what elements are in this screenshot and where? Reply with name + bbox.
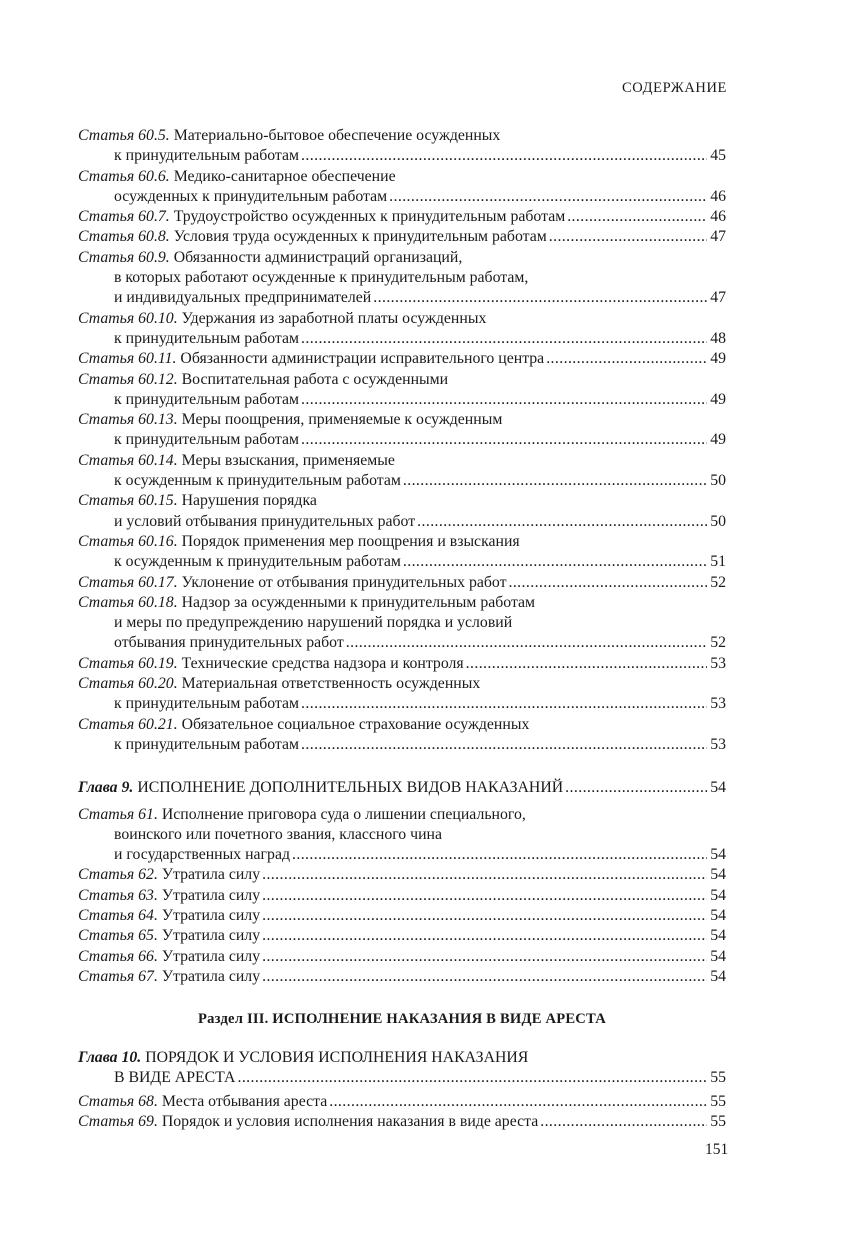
toc-entry-title: Места отбывания ареста bbox=[161, 1092, 328, 1110]
toc-entry-title: воинского или почетного звания, классного чина bbox=[114, 825, 443, 843]
toc-entry-line bbox=[78, 167, 726, 187]
toc-dot-leader bbox=[346, 633, 707, 653]
toc-entry-line bbox=[78, 674, 726, 694]
toc-entry-line bbox=[78, 573, 726, 593]
toc-entry-title: Воспитательная работа с осужденными bbox=[181, 370, 449, 388]
toc-dot-leader bbox=[389, 187, 707, 207]
toc-entry-line bbox=[78, 613, 726, 633]
toc-entry-line bbox=[78, 926, 726, 946]
toc-entry-label: Статья 60.11. bbox=[78, 350, 177, 368]
toc-group-chapter10-articles bbox=[78, 1092, 726, 1133]
toc-group-chapter9-articles bbox=[78, 805, 726, 988]
toc-entry-line bbox=[78, 187, 726, 207]
toc-entry-line bbox=[78, 309, 726, 329]
toc-chapter-entry[interactable] bbox=[78, 778, 726, 798]
toc-entry-title: Утратила силу bbox=[161, 886, 261, 904]
toc-entry-line bbox=[78, 512, 726, 532]
toc-entry-label: Статья 66. bbox=[78, 947, 158, 965]
toc-entry-line bbox=[78, 845, 726, 865]
toc-entry-label: Статья 60.7. bbox=[78, 208, 170, 226]
toc-entry-title: и индивидуальных предпринимателей bbox=[114, 289, 372, 307]
toc-entry-page: 49 bbox=[710, 390, 726, 408]
toc-entry-label: Статья 69. bbox=[78, 1113, 158, 1131]
toc-entry[interactable] bbox=[78, 309, 726, 350]
toc-entry[interactable] bbox=[78, 207, 726, 227]
toc-dot-leader bbox=[262, 906, 707, 926]
toc-entry-page: 54 bbox=[710, 947, 726, 965]
toc-entry-page: 45 bbox=[710, 147, 726, 165]
toc-entry-line bbox=[78, 1092, 726, 1112]
toc-entry-label: Статья 60.8. bbox=[78, 228, 170, 246]
toc-entry-label: Статья 64. bbox=[78, 906, 158, 924]
toc-dot-leader bbox=[565, 778, 707, 798]
toc-entry-title: Нарушения порядка bbox=[181, 492, 317, 510]
toc-entry-title: к принудительным работам bbox=[114, 147, 300, 165]
toc-entry[interactable] bbox=[78, 886, 726, 906]
toc-entry-label: Статья 60.19. bbox=[78, 654, 178, 672]
toc-entry[interactable] bbox=[78, 370, 726, 411]
toc-entry[interactable] bbox=[78, 532, 726, 573]
toc-entry-line bbox=[78, 778, 726, 798]
toc-entry-title: ПОРЯДОК И УСЛОВИЯ ИСПОЛНЕНИЯ НАКАЗАНИЯ bbox=[145, 1049, 529, 1067]
toc-entry[interactable] bbox=[78, 947, 726, 967]
toc-entry-label: Статья 68. bbox=[78, 1092, 158, 1110]
toc-entry-title: и условий отбывания принудительных работ bbox=[114, 512, 416, 530]
toc-entry-label: Статья 60.13. bbox=[78, 411, 178, 429]
toc-entry-line bbox=[78, 207, 726, 227]
toc-entry-title: Порядок применения мер поощрения и взыскания bbox=[181, 532, 520, 550]
toc-entry[interactable] bbox=[78, 865, 726, 885]
toc-dot-leader bbox=[301, 146, 707, 166]
toc-dot-leader bbox=[262, 947, 707, 967]
toc-entry-line bbox=[78, 430, 726, 450]
toc-entry-page: 48 bbox=[710, 329, 726, 347]
toc-entry-page: 54 bbox=[710, 886, 726, 904]
toc-dot-leader bbox=[262, 865, 707, 885]
toc-entry-title: Меры взыскания, применяемые bbox=[181, 451, 395, 469]
toc-dot-leader bbox=[262, 967, 707, 987]
toc-entry-line bbox=[78, 947, 726, 967]
toc-entry-page: 46 bbox=[710, 187, 726, 205]
toc-entry[interactable] bbox=[78, 654, 726, 674]
toc-entry-line bbox=[78, 906, 726, 926]
toc-dot-leader bbox=[549, 227, 707, 247]
toc-entry-title: Исполнение приговора суда о лишении специального, bbox=[161, 805, 526, 823]
toc-entry-line bbox=[78, 471, 726, 491]
toc-entry-line bbox=[78, 146, 726, 166]
toc-dot-leader bbox=[373, 288, 707, 308]
toc-entry-line bbox=[78, 552, 726, 572]
toc-entry-title: Технические средства надзора и контроля bbox=[181, 654, 464, 672]
toc-section-3-heading: Раздел III. ИСПОЛНЕНИЕ НАКАЗАНИЯ В ВИДЕ АРЕСТА bbox=[198, 1011, 606, 1028]
toc-entry-line bbox=[78, 288, 726, 308]
toc-entry[interactable] bbox=[78, 410, 726, 451]
toc-dot-leader bbox=[417, 512, 707, 532]
toc-entry[interactable] bbox=[78, 126, 726, 167]
toc-chapter-entry[interactable] bbox=[78, 1048, 726, 1089]
toc-entry-page: 50 bbox=[710, 472, 726, 490]
toc-entry[interactable] bbox=[78, 349, 726, 369]
toc-entry[interactable] bbox=[78, 248, 726, 309]
toc-entry-label: Статья 60.6. bbox=[78, 167, 170, 185]
toc-entry[interactable] bbox=[78, 926, 726, 946]
toc-entry-title: Материально-бытовое обеспечение осужденных bbox=[173, 127, 501, 144]
toc-entry-line bbox=[78, 1048, 726, 1068]
toc-entry-label: Статья 60.18. bbox=[78, 593, 178, 611]
toc-entry-label: Статья 60.14. bbox=[78, 451, 178, 469]
toc-entry-title: осужденных к принудительным работам bbox=[114, 187, 388, 205]
toc-entry-title: к принудительным работам bbox=[114, 431, 300, 449]
toc-entry-line bbox=[78, 865, 726, 885]
toc-entry-title: Удержания из заработной платы осужденных bbox=[181, 309, 487, 327]
toc-entry-title: Утратила силу bbox=[161, 906, 261, 924]
toc-dot-leader bbox=[403, 471, 707, 491]
toc-entry-page: 54 bbox=[710, 779, 726, 797]
toc-entry-line bbox=[78, 532, 726, 552]
toc-entry-line bbox=[78, 329, 726, 349]
toc-entry-page: 53 bbox=[710, 654, 726, 672]
toc-entry-title: и меры по предупреждению нарушений порядка и условий bbox=[114, 614, 513, 632]
toc-entry-title: и государственных наград bbox=[114, 846, 290, 864]
toc-dot-leader bbox=[403, 552, 707, 572]
toc-entry[interactable] bbox=[78, 451, 726, 492]
toc-entry-label: Статья 65. bbox=[78, 927, 158, 945]
toc-entry-line bbox=[78, 735, 726, 755]
toc-entry-page: 47 bbox=[710, 228, 726, 246]
toc-entry-title: Утратила силу bbox=[161, 947, 261, 965]
toc-entry-page: 55 bbox=[710, 1069, 726, 1087]
toc-entry-title: к осужденным к принудительным работам bbox=[114, 472, 401, 490]
toc-dot-leader bbox=[540, 1112, 707, 1132]
toc-entry-title: Материальная ответственность осужденных bbox=[181, 675, 481, 693]
toc-entry-title: в которых работают осужденные к принудительным работам, bbox=[114, 269, 529, 287]
toc-entry-label: Статья 60.12. bbox=[78, 370, 178, 388]
toc-entry-line bbox=[78, 886, 726, 906]
toc-entry-title: к принудительным работам bbox=[114, 695, 300, 713]
toc-entry-line bbox=[78, 451, 726, 471]
toc-entry-page: 53 bbox=[710, 735, 726, 753]
toc-group-chapter8-articles bbox=[78, 126, 726, 755]
toc-entry-label: Статья 62. bbox=[78, 866, 158, 884]
toc-entry-title: Обязанности администраций организаций, bbox=[173, 248, 463, 266]
toc-entry-line bbox=[78, 694, 726, 714]
toc-entry-page: 54 bbox=[710, 846, 726, 864]
toc-entry-line bbox=[78, 1068, 726, 1088]
toc-entry-line bbox=[78, 593, 726, 613]
toc-dot-leader bbox=[301, 430, 707, 450]
toc-entry-label: Статья 60.15. bbox=[78, 492, 178, 510]
toc-entry[interactable] bbox=[78, 573, 726, 593]
toc-entry-line bbox=[78, 390, 726, 410]
toc-entry-title: к принудительным работам bbox=[114, 390, 300, 408]
toc-dot-leader bbox=[292, 845, 707, 865]
toc-entry-line bbox=[78, 410, 726, 430]
toc-entry-label: Глава 9. bbox=[78, 779, 134, 797]
toc-entry[interactable] bbox=[78, 491, 726, 532]
toc-entry[interactable] bbox=[78, 167, 726, 208]
toc-entry[interactable] bbox=[78, 674, 726, 715]
toc-entry[interactable] bbox=[78, 593, 726, 654]
toc-entry-label: Статья 61. bbox=[78, 805, 158, 823]
toc-dot-leader bbox=[301, 390, 707, 410]
toc-entry-page: 52 bbox=[710, 573, 726, 591]
toc-entry-label: Статья 60.10. bbox=[78, 309, 178, 327]
toc-entry-title: Медико-санитарное обеспечение bbox=[173, 167, 396, 185]
toc-dot-leader bbox=[301, 694, 707, 714]
toc-entry-title: отбывания принудительных работ bbox=[114, 634, 344, 652]
toc-entry-line bbox=[78, 1112, 726, 1132]
toc-entry-line bbox=[78, 491, 726, 511]
toc-entry-label: Статья 60.20. bbox=[78, 675, 178, 693]
toc-entry[interactable] bbox=[78, 906, 726, 926]
toc-entry-label: Статья 60.9. bbox=[78, 248, 170, 266]
toc-dot-leader bbox=[237, 1068, 707, 1088]
toc-entry-page: 54 bbox=[710, 866, 726, 884]
toc-entry-label: Статья 60.17. bbox=[78, 573, 178, 591]
toc-entry-page: 49 bbox=[710, 431, 726, 449]
toc-entry-title: ИСПОЛНЕНИЕ ДОПОЛНИТЕЛЬНЫХ ВИДОВ НАКАЗАНИЙ bbox=[137, 779, 564, 797]
toc-entry-line bbox=[78, 715, 726, 735]
toc-entry-line bbox=[78, 268, 726, 288]
toc-entry-title: Обязанности администрации исправительного центра bbox=[180, 350, 545, 368]
toc-entry-title: Трудоустройство осужденных к принудительным работам bbox=[173, 208, 566, 226]
toc-entry[interactable] bbox=[78, 227, 726, 247]
toc-entry-title: Надзор за осужденными к принудительным работам bbox=[181, 593, 536, 611]
toc-entry-line bbox=[78, 227, 726, 247]
toc-entry[interactable] bbox=[78, 715, 726, 756]
page-number: 151 bbox=[705, 1141, 729, 1158]
toc-entry-title: Меры поощрения, применяемые к осужденным bbox=[181, 411, 503, 429]
toc-dot-leader bbox=[262, 886, 707, 906]
toc-entry[interactable] bbox=[78, 1112, 726, 1132]
toc-entry-page: 54 bbox=[710, 906, 726, 924]
toc-entry-page: 55 bbox=[710, 1092, 726, 1110]
toc-chapter-10 bbox=[78, 1048, 726, 1089]
toc-entry-title: к осужденным к принудительным работам bbox=[114, 553, 401, 571]
toc-entry-page: 52 bbox=[710, 634, 726, 652]
toc-entry-line bbox=[78, 825, 726, 845]
toc-entry-line bbox=[78, 248, 726, 268]
table-of-contents bbox=[78, 126, 726, 1132]
toc-entry-page: 47 bbox=[710, 289, 726, 307]
toc-entry-line bbox=[78, 370, 726, 390]
toc-entry-line bbox=[78, 654, 726, 674]
toc-entry-title: Условия труда осужденных к принудительным работам bbox=[173, 228, 547, 246]
toc-entry-line bbox=[78, 126, 726, 146]
toc-entry-title: Утратила силу bbox=[161, 866, 261, 884]
toc-entry-title: Порядок и условия исполнения наказания в виде ареста bbox=[161, 1113, 539, 1131]
toc-entry[interactable] bbox=[78, 967, 726, 987]
toc-entry-label: Статья 60.21. bbox=[78, 715, 178, 733]
toc-entry-label: Глава 10. bbox=[78, 1049, 142, 1067]
toc-entry-page: 51 bbox=[710, 553, 726, 571]
toc-dot-leader bbox=[466, 654, 707, 674]
toc-entry-title: В ВИДЕ АРЕСТА bbox=[114, 1069, 236, 1087]
toc-dot-leader bbox=[546, 349, 707, 369]
toc-chapter-9 bbox=[78, 778, 726, 798]
toc-dot-leader bbox=[567, 207, 707, 227]
toc-entry-page: 55 bbox=[710, 1113, 726, 1131]
toc-entry-title: к принудительным работам bbox=[114, 329, 300, 347]
toc-entry-page: 50 bbox=[710, 512, 726, 530]
toc-entry-line bbox=[78, 349, 726, 369]
toc-dot-leader bbox=[301, 329, 707, 349]
toc-entry-title: Утратила силу bbox=[161, 927, 261, 945]
toc-entry-page: 53 bbox=[710, 695, 726, 713]
toc-dot-leader bbox=[508, 573, 707, 593]
toc-entry-label: Статья 63. bbox=[78, 886, 158, 904]
toc-entry-page: 54 bbox=[710, 927, 726, 945]
toc-entry-page: 46 bbox=[710, 208, 726, 226]
toc-entry[interactable] bbox=[78, 1092, 726, 1112]
toc-dot-leader bbox=[262, 926, 707, 946]
toc-dot-leader bbox=[329, 1092, 707, 1112]
toc-entry-line bbox=[78, 805, 726, 825]
toc-entry-label: Статья 67. bbox=[78, 967, 158, 985]
toc-entry-line bbox=[78, 967, 726, 987]
toc-entry-label: Статья 60.16. bbox=[78, 532, 178, 550]
toc-entry-page: 49 bbox=[710, 350, 726, 368]
toc-entry[interactable] bbox=[78, 805, 726, 866]
toc-entry-title: Утратила силу bbox=[161, 967, 261, 985]
toc-dot-leader bbox=[301, 735, 707, 755]
toc-entry-title: Обязательное социальное страхование осужденных bbox=[181, 715, 530, 733]
running-header: СОДЕРЖАНИЕ bbox=[622, 80, 727, 96]
toc-entry-title: Уклонение от отбывания принудительных работ bbox=[181, 573, 507, 591]
toc-entry-label: Статья 60.5. bbox=[78, 127, 170, 144]
toc-entry-line bbox=[78, 633, 726, 653]
toc-entry-page: 54 bbox=[710, 967, 726, 985]
toc-entry-title: к принудительным работам bbox=[114, 735, 300, 753]
